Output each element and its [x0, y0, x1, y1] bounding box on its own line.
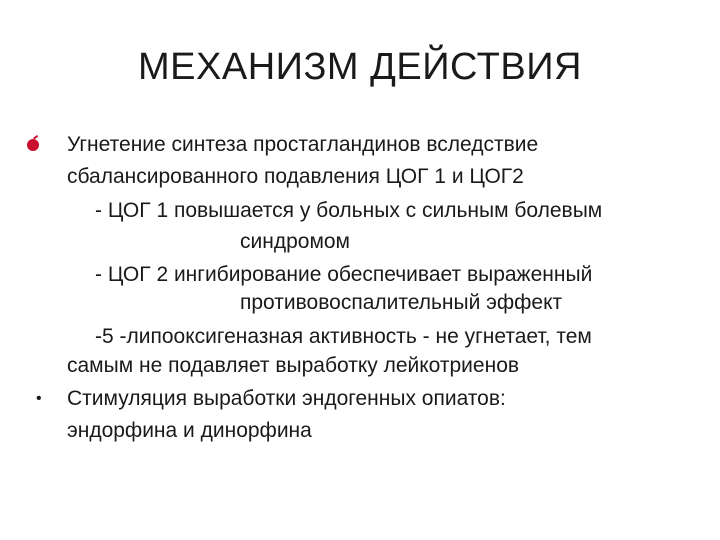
- bullet1-line-7: -5 -липооксигеназная активность - не угнетает, тем: [95, 325, 592, 348]
- bullet1-line-4: синдромом: [240, 230, 350, 253]
- bullet1-line-3: - ЦОГ 1 повышается у больных с сильным болевым: [95, 199, 603, 222]
- slide-title: МЕХАНИЗМ ДЕЙСТВИЯ: [138, 46, 582, 88]
- bullet1-line-6: противовоспалительный эффект: [240, 291, 563, 314]
- bullet1-line-5: - ЦОГ 2 ингибирование обеспечивает выраженный: [95, 263, 593, 286]
- red-bullet-icon: [27, 139, 39, 151]
- black-bullet-icon: •: [36, 390, 42, 407]
- bullet1-line-8: самым не подавляет выработку лейкотриенов: [67, 354, 520, 377]
- bullet1-line-1: Угнетение синтеза простагландинов вследствие: [67, 133, 539, 156]
- bullet2-line-2: эндорфина и динорфина: [67, 419, 312, 442]
- bullet2-line-1: Стимуляция выработки эндогенных опиатов:: [67, 387, 506, 410]
- bullet1-line-2: сбалансированного подавления ЦОГ 1 и ЦОГ2: [67, 165, 524, 188]
